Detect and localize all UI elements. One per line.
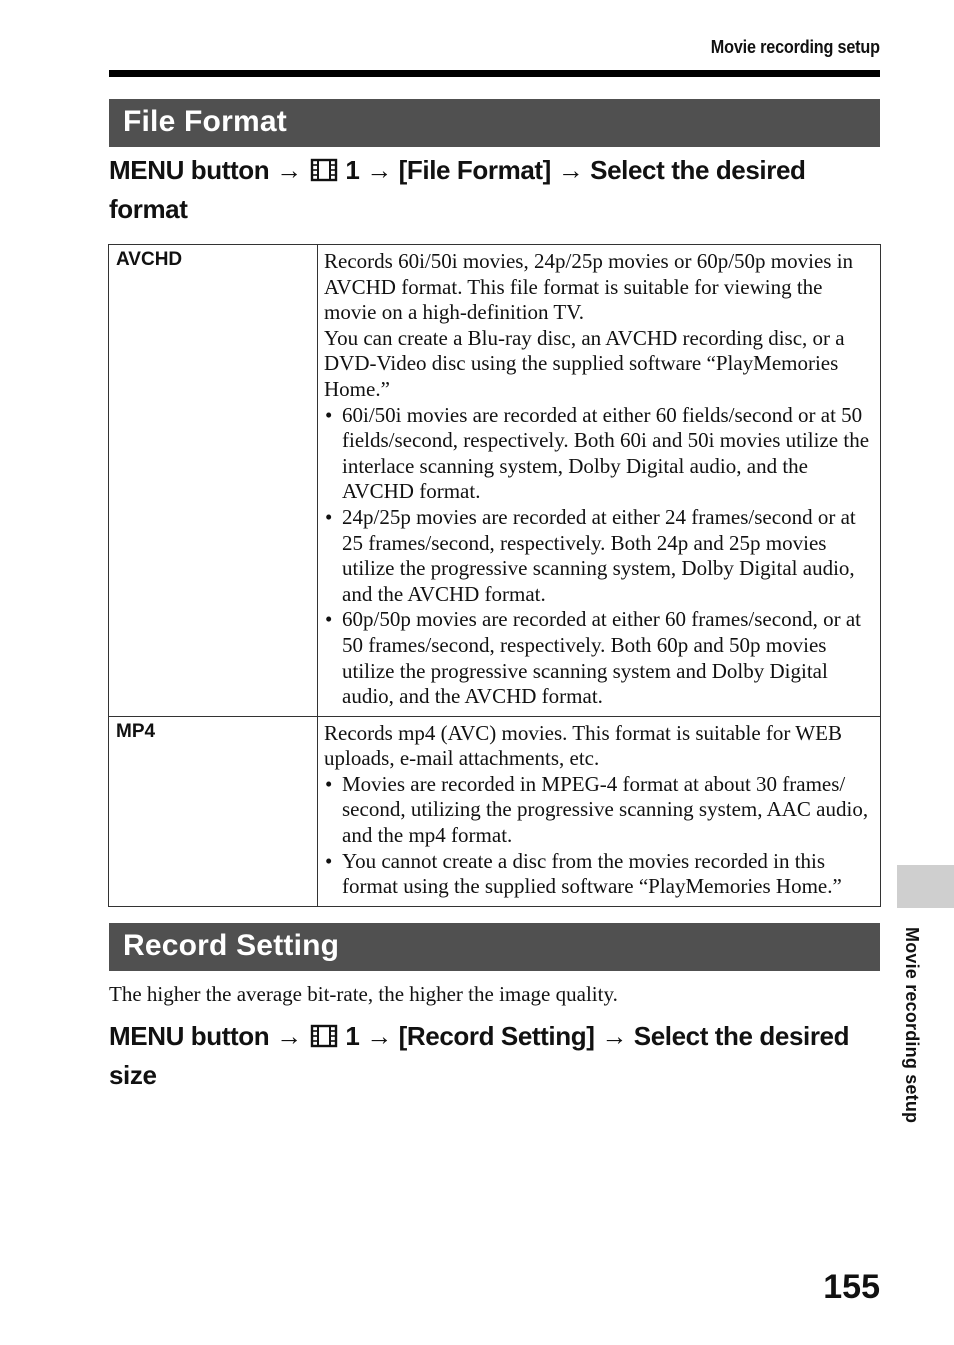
film-strip-icon: [309, 1021, 339, 1057]
arrow: →: [366, 1021, 392, 1051]
menu-button-label: MENU button: [109, 155, 270, 185]
arrow: →: [557, 155, 584, 185]
menu-tab-number: 1: [345, 155, 360, 185]
bullet-list: [324, 772, 874, 900]
menu-action-cont: format: [109, 194, 188, 224]
description-line: You can create a Blu-ray disc, an AVCHD recording disc, or a DVD-Video disc using the supplied software “PlayMemories Home.”: [324, 325, 845, 401]
row-description: [318, 716, 881, 906]
table-row: [109, 245, 881, 717]
file-format-table: [108, 244, 881, 907]
arrow: →: [601, 1021, 627, 1051]
bullet-item: • 60i/50i movies are recorded at either 60 fields/second or at 50 fields/second, respectively. Both 60i and 50i movies utilize the interlace scanning system, Dolby Digital audio, and the AVCHD format.: [324, 403, 874, 505]
menu-path-file-format: [109, 152, 884, 227]
arrow: →: [276, 1021, 302, 1051]
row-description: [318, 245, 881, 717]
menu-tab-number: 1: [345, 1021, 360, 1051]
bullet-item: • 24p/25p movies are recorded at either 24 frames/second or at 25 frames/second, respectively. Both 24p and 25p movies utilize the progressive scanning system, Dolby Digital audio, and the AVCHD format.: [324, 505, 874, 607]
section-title-record-setting: Record Setting: [109, 923, 880, 971]
row-label: MP4: [109, 716, 318, 906]
top-rule: [109, 70, 880, 77]
chapter-thumb-tab: [897, 865, 954, 908]
running-head: Movie recording setup: [710, 37, 880, 57]
description-line: Records 60i/50i movies, 24p/25p movies or 60p/50p movies in AVCHD format. This file format is suitable for viewing the movie on a high-definition TV.: [324, 249, 854, 325]
menu-item: [Record Setting]: [398, 1021, 595, 1051]
bullet-item: • 60p/50p movies are recorded at either 60 frames/second, or at 50 frames/second, respectively. Both 60p and 50p movies utilize the progressive scanning system and Dolby Digital audio, and the AVCHD format.: [324, 607, 874, 709]
film-strip-icon: [309, 155, 339, 191]
menu-action: Select the desired: [633, 1021, 850, 1051]
menu-button-label: MENU button: [109, 1021, 270, 1051]
row-label: AVCHD: [109, 245, 318, 717]
chapter-side-label: Movie recording setup: [902, 927, 922, 1124]
bullet-item: • You cannot create a disc from the movies recorded in this format using the supplied software “PlayMemories Home.”: [324, 849, 874, 900]
arrow: →: [366, 155, 392, 185]
arrow: →: [276, 155, 302, 185]
menu-path-record-setting: [109, 1018, 884, 1093]
menu-action-cont: size: [109, 1060, 157, 1090]
description-line: Records mp4 (AVC) movies. This format is suitable for WEB uploads, e-mail attachments, etc.: [324, 720, 842, 771]
bullet-list: [324, 403, 874, 710]
table-row: [109, 716, 881, 906]
page-number: 155: [823, 1268, 880, 1306]
menu-item: [File Format]: [398, 155, 551, 185]
bullet-item: • Movies are recorded in MPEG-4 format at about 30 frames/ second, utilizing the progressive scanning system, AAC audio, and the mp4 format.: [324, 772, 874, 849]
record-setting-intro: The higher the average bit-rate, the higher the image quality.: [109, 982, 618, 1006]
menu-action: Select the desired: [590, 155, 806, 185]
section-title-file-format: File Format: [109, 99, 880, 147]
